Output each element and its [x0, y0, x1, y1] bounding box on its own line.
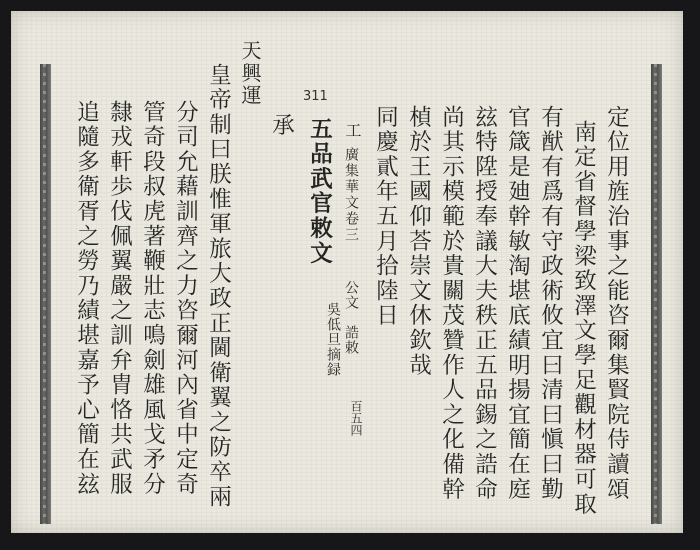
edict-opening: 天興運 — [238, 40, 262, 107]
text-column: 尚其示模範於貴關茂贊作人之化備幹 — [438, 105, 465, 502]
text-column: 有猷有爲有守政術攸宜曰清曰愼曰勤 — [537, 105, 564, 502]
edict-column: 皇帝制曰朕惟軍旅大政正閫衛翼之防卒兩 — [205, 63, 232, 510]
date-column: 同慶貳年五月拾陸日 — [372, 105, 399, 329]
page-title: 五品武官敕文 — [306, 117, 333, 266]
cheng-mark: 承 — [268, 113, 295, 138]
page-number: 百五四 — [349, 400, 363, 436]
colophon-title: 廣集華文卷三 — [343, 147, 359, 243]
text-column: 官箴是廸幹敏淘堪底績明揚宜簡在庭 — [504, 105, 531, 502]
edict-column: 隸戎軒歩伐佩翼嚴之訓弁胄恪共武服 — [106, 100, 133, 497]
serial-number: 311 — [303, 89, 328, 104]
folio-marker: 工 — [343, 122, 362, 138]
edict-column: 分司允藉訓齊之力咨爾河內省中定奇 — [172, 100, 199, 497]
text-column: 南定省督學梁致澤文學足觀材器可取 — [570, 120, 597, 517]
edict-column: 管奇段叔虎著鞭壯志鳴劍雄風戈矛分 — [139, 100, 166, 497]
text-column: 楨於王國仰荅崇文休欽哉 — [405, 105, 432, 378]
colophon-category: 公文 誥敕 — [343, 280, 359, 355]
text-column: 定位用旌治事之能咨爾集賢院侍讀頌 — [603, 105, 630, 502]
scan-border-left — [40, 64, 51, 524]
colophon-compiler: 吳低旦摘録 — [325, 302, 341, 377]
edict-column: 追隨多衛胥之勞乃績堪嘉予心簡在玆 — [73, 100, 100, 497]
scan-border-right — [651, 64, 662, 524]
text-column: 玆特陞授奉議大夫秩正五品錫之誥命 — [471, 105, 498, 502]
